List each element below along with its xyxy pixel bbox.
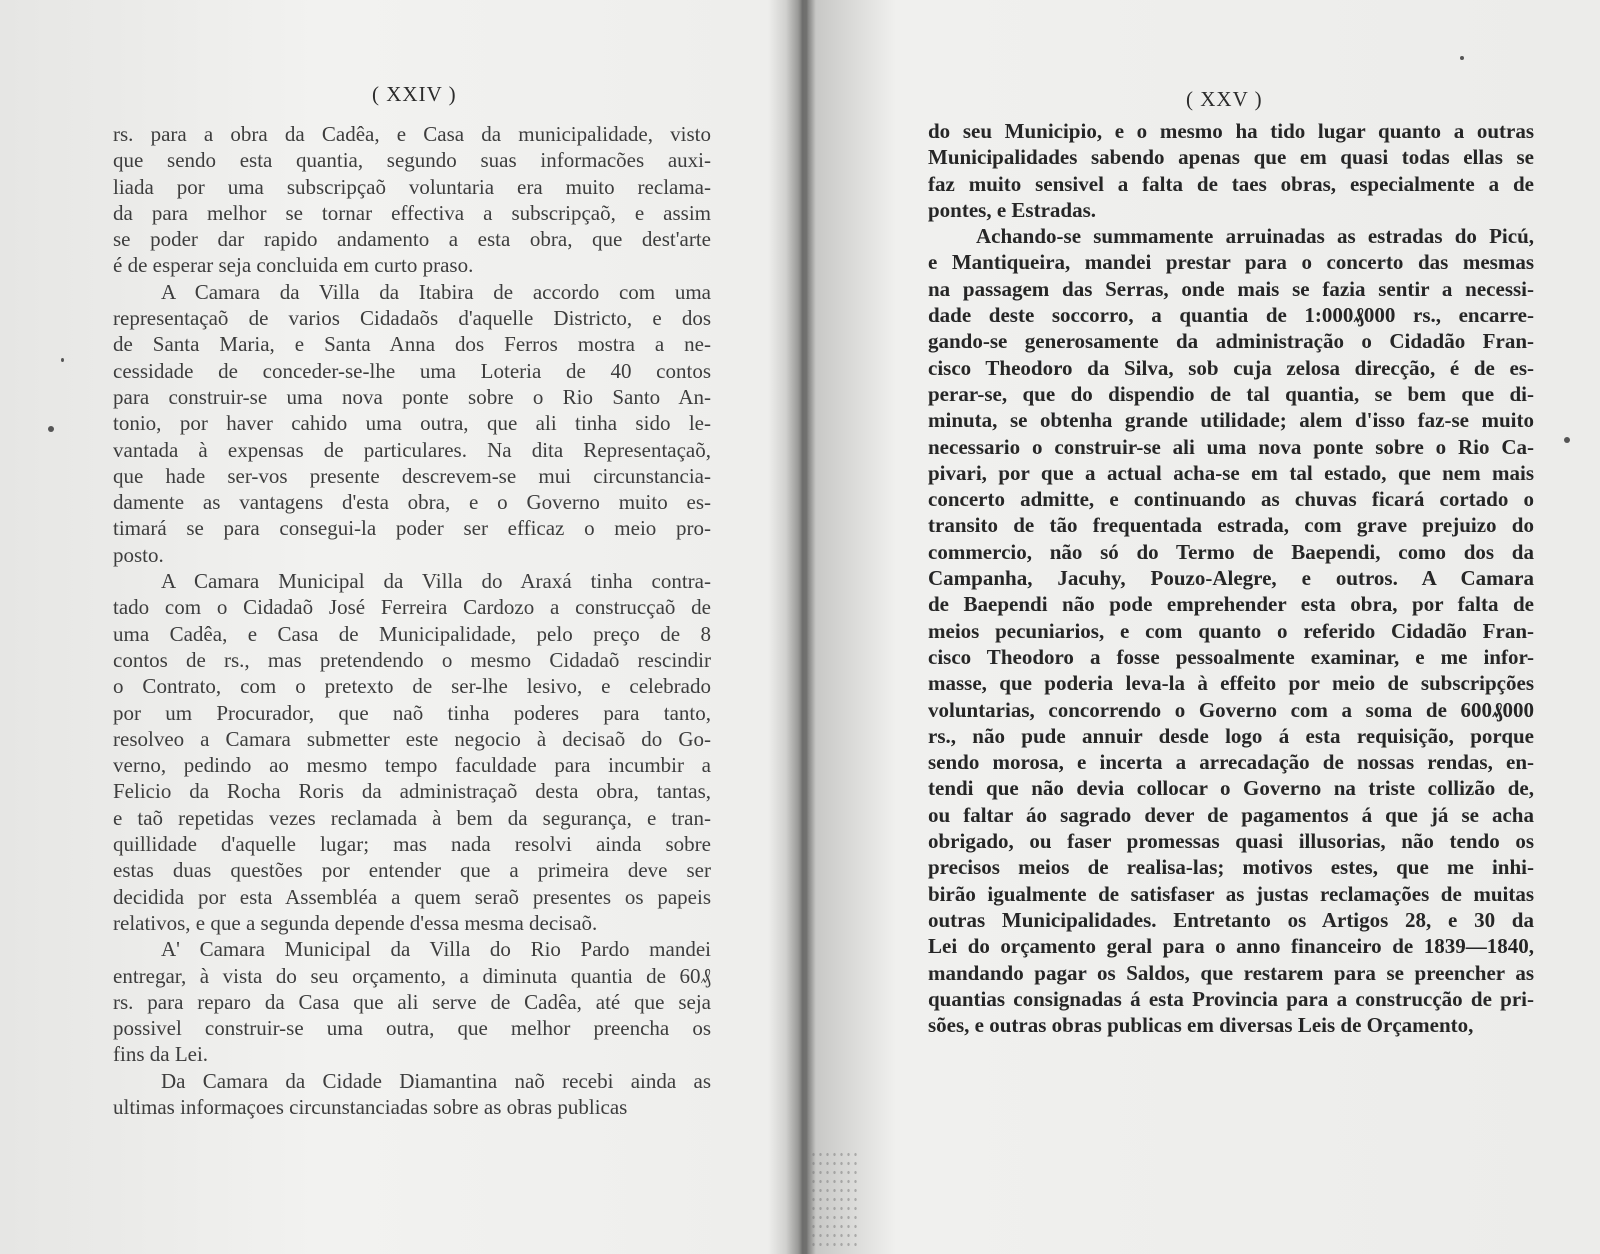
text-line: dade deste soccorro, a quantia de 1:000₰000 rs., encarre- — [928, 303, 1534, 328]
text-line: birão igualmente de satisfaser as justas reclamações de muitas — [928, 881, 1534, 906]
text-line: e Mantiqueira, mandei prestar para o concerto das mesmas — [928, 250, 1534, 275]
margin-dot — [61, 358, 64, 362]
text-line: liada por uma subscripçaõ voluntaria era muito reclama- — [113, 174, 711, 199]
text-line: entregar, à vista do seu orçamento, a diminuta quantia de 60₰ — [113, 963, 711, 988]
text-line: sendo morosa, e incerta a arrecadação de nossas rendas, en- — [928, 750, 1534, 775]
text-line: commercio, não só do Termo de Baependi, como dos da — [928, 539, 1534, 564]
text-line: Felicio da Rocha Roris da administraçaõ desta obra, tantas, — [113, 779, 711, 804]
text-line: é de esperar seja concluida em curto praso. — [113, 253, 474, 278]
text-line: por um Procurador, que naõ tinha poderes para tanto, — [113, 700, 711, 725]
text-line: rs. para reparo da Casa que ali serve de Cadêa, até que seja — [113, 989, 711, 1014]
text-line: sões, e outras obras publicas em diversas Leis de Orçamento, — [928, 1013, 1474, 1038]
text-line: necessario o construir-se ali uma nova ponte sobre o Rio Ca- — [928, 434, 1534, 459]
text-line: damente as vantagens d'esta obra, e o Governo muito es- — [113, 490, 711, 515]
margin-dot — [1460, 56, 1464, 60]
right-page-text — [928, 118, 1534, 1038]
text-line: da para melhor se tornar effectiva a subscripçaõ, e assim — [113, 200, 711, 225]
left-page-text — [113, 121, 711, 1120]
text-line: Lei do orçamento geral para o anno financeiro de 1839—1840, — [928, 934, 1534, 959]
text-line: perar-se, que do dispendio de tal quantia, se bem que di- — [928, 381, 1534, 406]
text-line: estas duas questões por entender que a primeira deve ser — [113, 858, 711, 883]
text-line: Campanha, Jacuhy, Pouzo-Alegre, e outros. A Camara — [928, 566, 1534, 591]
text-line: rs. para a obra da Cadêa, e Casa da municipalidade, visto — [113, 122, 711, 146]
text-line: Achando-se summamente arruinadas as estradas do Picú, — [976, 224, 1534, 249]
text-line: minuta, se obtenha grande utilidade; alem d'isso faz-se muito — [928, 408, 1534, 433]
text-line: o Contrato, com o pretexto de ser-lhe lesivo, e celebrado — [113, 674, 711, 699]
text-line: obrigado, ou faser promessas quasi illusorias, não tendo os — [928, 829, 1534, 854]
text-line: cisco Theodoro da Silva, sob cuja zelosa direcção, é de es- — [928, 355, 1534, 380]
text-line: outras Municipalidades. Entretanto os Artigos 28, e 30 da — [928, 907, 1534, 932]
text-line: de Santa Maria, e Santa Anna dos Ferros mostra a ne- — [113, 332, 711, 357]
text-line: concerto admitte, e continuando as chuvas ficará cortado o — [928, 487, 1534, 512]
text-line: do seu Municipio, e o mesmo ha tido lugar quanto a outras — [928, 119, 1534, 143]
text-line: e taõ repetidas vezes reclamada à bem da segurança, e tran- — [113, 805, 711, 830]
text-line: ou faltar áo sagrado dever de pagamentos á que já se acha — [928, 802, 1534, 827]
text-line: que hade ser-vos presente descrevem-se mui circunstancia- — [113, 463, 711, 488]
text-line: voluntarias, concorrendo o Governo com a soma de 600₰000 — [928, 697, 1534, 722]
text-line: vantada à expensas de particulares. Na dita Representaçaõ, — [113, 437, 711, 462]
text-line: rs., não pude annuir desde logo á esta requisição, porque — [928, 723, 1534, 748]
text-line: uma Cadêa, e Casa de Municipalidade, pelo preço de 8 — [113, 621, 711, 646]
text-line: precisos meios de realisa-las; motivos estes, que me inhi- — [928, 855, 1534, 880]
text-line: gando-se generosamente da administração o Cidadão Fran- — [928, 329, 1534, 354]
page-number-left: ( XXIV ) — [372, 82, 457, 106]
text-line: posto. — [113, 542, 164, 567]
text-line: pivari, por que a actual acha-se em tal estado, que nem mais — [928, 460, 1534, 485]
text-line: de Baependi não pode emprehender esta obra, por falta de — [928, 592, 1534, 617]
text-line: que sendo esta quantia, segundo suas informacões auxi- — [113, 148, 711, 173]
text-line: timará se para consegui-la poder ser efficaz o meio pro- — [113, 516, 711, 541]
text-line: cisco Theodoro a fosse pessoalmente examinar, e me infor- — [928, 644, 1534, 669]
text-line: mandando pagar os Saldos, que restarem para se preencher as — [928, 960, 1534, 985]
text-line: meios pecuniarios, e com quanto o referido Cidadão Fran- — [928, 618, 1534, 643]
margin-dot — [48, 426, 54, 432]
text-line: Municipalidades sabendo apenas que em quasi todas ellas se — [928, 145, 1534, 170]
text-line: tado com o Cidadaõ José Ferreira Cardozo a construcçaõ de — [113, 595, 711, 620]
text-line: transito de tão frequentada estrada, com grave prejuizo do — [928, 513, 1534, 538]
paper-speckle — [810, 1150, 860, 1250]
text-line: se poder dar rapido andamento a esta obra, que dest'arte — [113, 227, 711, 252]
text-line: verno, pedindo ao mesmo tempo faculdade para incumbir a — [113, 753, 711, 778]
page-number-right: ( XXV ) — [1186, 87, 1263, 111]
text-line: A Camara da Villa da Itabira de accordo com uma — [161, 279, 711, 304]
text-line: faz muito sensivel a falta de taes obras, especialmente a de — [928, 171, 1534, 196]
text-line: na passagem das Serras, onde mais se fazia sentir a necessi- — [928, 276, 1534, 301]
text-line: pontes, e Estradas. — [928, 197, 1097, 222]
text-line: fins da Lei. — [113, 1042, 209, 1067]
text-line: para construir-se uma nova ponte sobre o Rio Santo An- — [113, 384, 711, 409]
text-line: tendi que não devia collocar o Governo na triste collizão de, — [928, 776, 1534, 801]
text-line: masse, que poderia leva-la à effeito por meio de subscripções — [928, 671, 1534, 696]
text-line: quantias consignadas á esta Provincia para a construcção de pri- — [928, 986, 1534, 1011]
text-line: A' Camara Municipal da Villa do Rio Pardo mandei — [161, 937, 711, 962]
text-line: representaçaõ de varios Cidadaõs d'aquelle Districto, e dos — [113, 306, 711, 331]
text-line: tonio, por haver cahido uma outra, que ali tinha sido le- — [113, 411, 711, 436]
text-line: possivel construir-se uma outra, que melhor preencha os — [113, 1016, 711, 1041]
text-line: decidida por esta Assembléa a quem seraõ presentes os papeis — [113, 884, 711, 909]
text-line: A Camara Municipal da Villa do Araxá tinha contra- — [161, 569, 711, 594]
margin-dot — [1564, 437, 1570, 443]
text-line: resolveo a Camara submetter este negocio à decisaõ do Go- — [113, 726, 711, 751]
text-line: quillidade d'aquelle lugar; mas nada resolvi ainda sobre — [113, 832, 711, 857]
text-line: Da Camara da Cidade Diamantina naõ recebi ainda as — [161, 1068, 711, 1093]
right-page — [812, 0, 1600, 1254]
text-line: contos de rs., mas pretendendo o mesmo Cidadaõ rescindir — [113, 647, 711, 672]
text-line: cessidade de conceder-se-lhe uma Loteria de 40 contos — [113, 358, 711, 383]
text-line: relativos, e que a segunda depende d'essa mesma decisaõ. — [113, 910, 598, 935]
text-line: ultimas informaçoes circunstanciadas sobre as obras publicas — [113, 1094, 628, 1119]
